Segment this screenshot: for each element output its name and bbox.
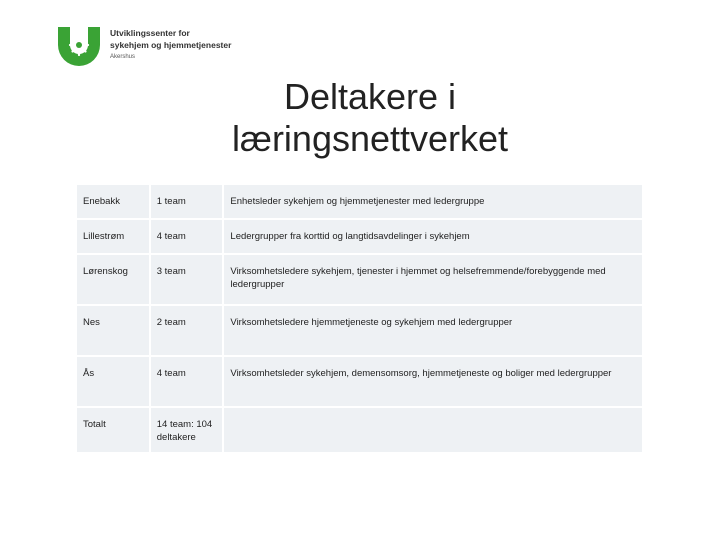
team-cell: 2 team — [151, 306, 225, 357]
organization-logo — [56, 25, 246, 67]
kommune-cell: Lørenskog — [77, 255, 151, 306]
table-row — [77, 185, 644, 220]
table-row — [77, 357, 644, 408]
team-cell: 3 team — [151, 255, 225, 306]
team-cell: 4 team — [151, 220, 225, 255]
table-row — [77, 220, 644, 255]
participants-table — [77, 185, 644, 454]
description-cell: Virksomhetsledere hjemmetjeneste og sykehjem med ledergrupper — [224, 306, 644, 357]
description-cell: Ledergrupper fra korttid og langtidsavdelinger i sykehjem — [224, 220, 644, 255]
table-row-total — [77, 408, 644, 454]
description-cell: Virksomhetsledere sykehjem, tjenester i hjemmet og helsefremmende/forebyggende med ledergrupper — [224, 255, 644, 306]
team-cell: 1 team — [151, 185, 225, 220]
logo-text-line-2: sykehjem og hjemmetjenester — [110, 40, 232, 50]
table-row — [77, 255, 644, 306]
slide-title-line-2: læringsnettverket — [231, 118, 509, 159]
description-cell: Enhetsleder sykehjem og hjemmetjenester med ledergruppe — [224, 185, 644, 220]
green-u-star-logo-icon — [56, 25, 102, 67]
slide-title — [160, 76, 580, 160]
description-cell — [224, 408, 644, 454]
logo-region: Akershus — [110, 54, 136, 60]
kommune-cell: Lillestrøm — [77, 220, 151, 255]
description-cell: Virksomhetsleder sykehjem, demensomsorg, hjemmetjeneste og boliger med ledergrupper — [224, 357, 644, 408]
kommune-cell: Ås — [77, 357, 151, 408]
kommune-cell: Enebakk — [77, 185, 151, 220]
kommune-cell: Totalt — [77, 408, 151, 454]
slide-title-line-1: Deltakere i — [283, 76, 457, 117]
team-cell: 14 team: 104 deltakere — [151, 408, 225, 454]
table-row — [77, 306, 644, 357]
team-cell: 4 team — [151, 357, 225, 408]
kommune-cell: Nes — [77, 306, 151, 357]
logo-text-line-1: Utviklingssenter for — [110, 28, 190, 38]
